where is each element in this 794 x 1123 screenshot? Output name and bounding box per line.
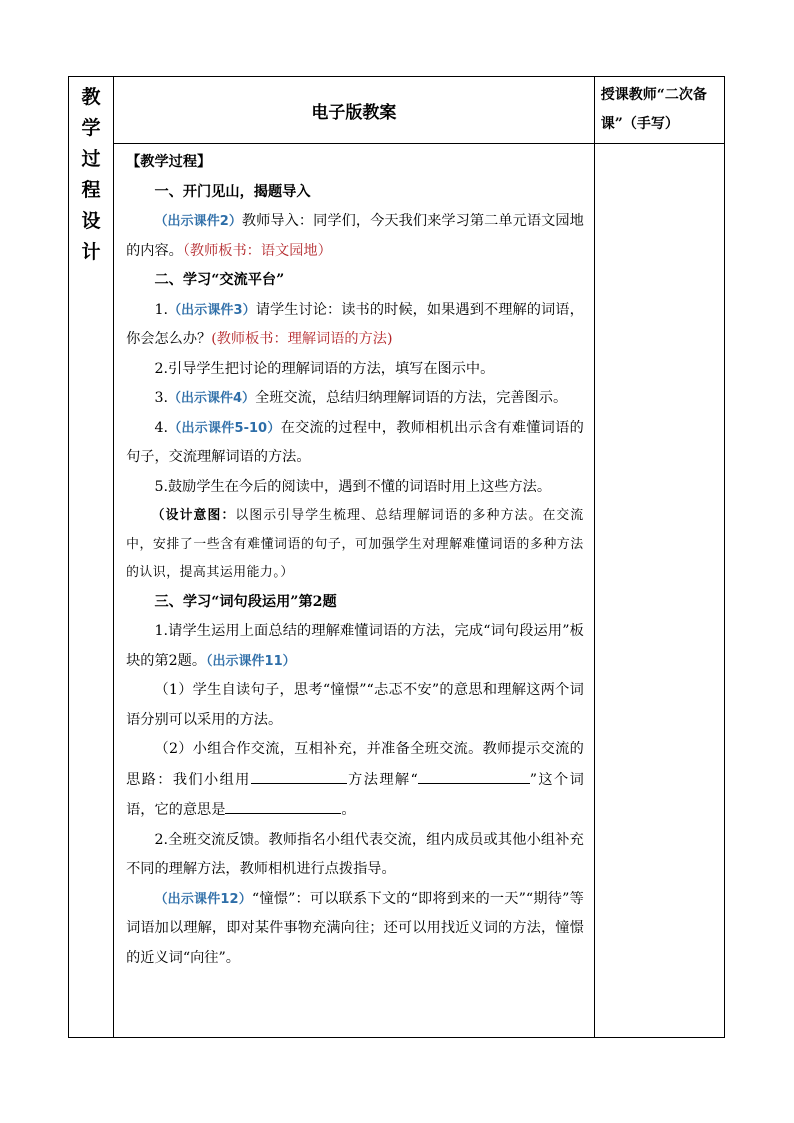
- board-note: (教师板书：理解词语的方法): [211, 331, 393, 347]
- header-row: [69, 77, 725, 144]
- design-intent-label: （设计意图：: [151, 508, 236, 523]
- paragraph-7: 1.请学生运用上面总结的理解难懂词语的方法，完成“词句段运用”板块的第2题。（出示课件11）: [126, 623, 584, 669]
- section-title-3: 三、学习“词句段运用”第2题: [154, 593, 337, 610]
- paragraph-5: 4.（出示课件5-10）在交流的过程中，教师相机出示含有难懂词语的句子，交流理解词语的方法。: [126, 419, 584, 465]
- lesson-content: [114, 144, 595, 1038]
- header-note: 授课教师“二次备课”（手写）: [594, 77, 724, 144]
- paragraph-9: （2）小组合作交流，互相补充，并准备全班交流。教师提示交流的思路：我们小组用 方法理解“ ”这个词语，它的意思是 。: [126, 741, 584, 818]
- fill-blank: [418, 765, 530, 784]
- fill-blank: [225, 795, 341, 814]
- fill-blank: [251, 765, 347, 784]
- lesson-plan-table: [68, 76, 725, 1038]
- header-title: 电子版教案: [114, 77, 595, 144]
- courseware-tag: （出示课件5-10）: [168, 420, 281, 436]
- section-label: 【教学过程】: [126, 154, 212, 170]
- courseware-tag: （出示课件2）: [154, 214, 242, 229]
- paragraph-8: （1）学生自读句子，思考“憧憬”“忐忑不安”的意思和理解这两个词语分别可以采用的方法。: [126, 682, 584, 728]
- side-label-cell: [69, 77, 114, 1038]
- paragraph-4: 3.（出示课件4）全班交流，总结归纳理解词语的方法，完善图示。: [154, 390, 568, 406]
- teacher-notes-cell: [594, 144, 724, 1038]
- courseware-tag: （出示课件3）: [168, 302, 256, 318]
- courseware-tag: （出示课件4）: [168, 391, 256, 406]
- content-row: [69, 144, 725, 1038]
- paragraph-10: 2.全班交流反馈。教师指名小组代表交流，组内成员或其他小组补充不同的理解方法，教师相机进行点拨指导。: [126, 831, 584, 877]
- paragraph-6: 5.鼓励学生在今后的阅读中，遇到不懂的词语时用上这些方法。: [154, 478, 552, 495]
- courseware-tag: （出示课件11）: [206, 653, 296, 669]
- paragraph-1: （出示课件2）教师导入：同学们，今天我们来学习第二单元语文园地的内容。（教师板书：语文园地）: [126, 213, 584, 259]
- board-note: （教师板书：语文园地）: [182, 242, 332, 259]
- paragraph-3: 2.引导学生把讨论的理解词语的方法，填写在图示中。: [154, 360, 495, 377]
- courseware-tag: （出示课件12）: [154, 891, 252, 907]
- paragraph-11: （出示课件12）“憧憬”：可以联系下文的“即将到来的一天”“期待”等词语加以理解，即对某件事物充满向往；还可以用找近义词的方法，憧憬的近义词“向往”。: [126, 890, 584, 966]
- side-label: 教学过程设计: [81, 86, 101, 263]
- paragraph-2: 1.（出示课件3）请学生讨论：读书的时候，如果遇到不理解的词语，你会怎么办？(教师板书：理解词语的方法): [126, 301, 584, 347]
- design-intent: （设计意图：以图示引导学生梳理、总结理解词语的多种方法。在交流中，安排了一些含有难懂词语的句子，可加强学生对理解难懂词语的多种方法的认识，提高其运用能力。）: [126, 508, 584, 580]
- section-title-1: 一、开门见山，揭题导入: [154, 183, 311, 200]
- section-title-2: 二、学习“交流平台”: [154, 272, 285, 288]
